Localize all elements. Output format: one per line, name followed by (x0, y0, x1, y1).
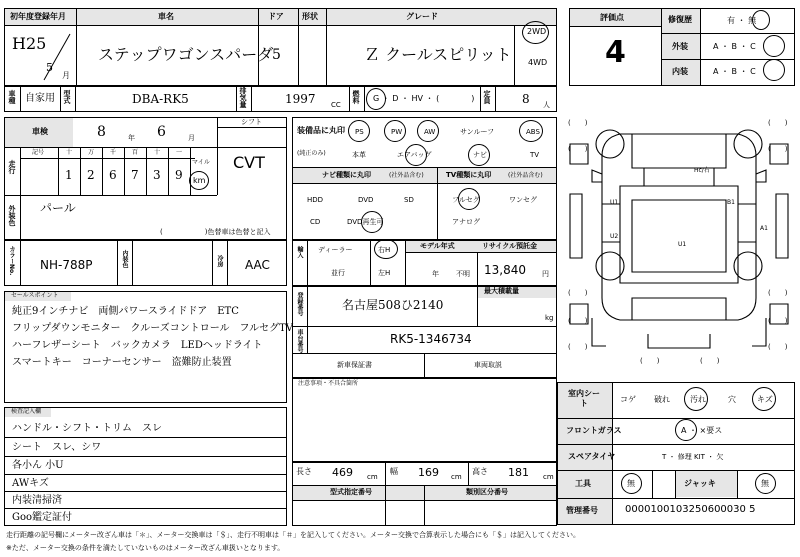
equip-aw-circle (417, 120, 439, 142)
exterior-c-circle (763, 35, 785, 57)
inspector-line: 各小ん 小U (12, 460, 64, 471)
capacity-unit: 人 (543, 101, 550, 109)
diagram-bracket: ( ) (768, 317, 788, 325)
jack-label: ジャッキ (684, 479, 716, 488)
exterior-color: パール (40, 201, 76, 215)
max-load-label: 最大積載量 (484, 287, 519, 295)
equip-abs: ABS (526, 128, 540, 136)
diagram-bracket: ( ) (568, 145, 588, 153)
sales-line: ハーフレザーシート バックカメラ LEDヘッドライト (12, 340, 263, 351)
equipment-sublabel: (純正のみ) (297, 150, 326, 157)
tools-label: 工具 (575, 479, 591, 488)
dealer-label: ディーラー (318, 246, 353, 254)
diagram-damage-label: B1 (727, 199, 735, 206)
color-no: NH-788P (40, 258, 93, 272)
exterior-label: 外装 (672, 42, 688, 51)
recycle-label: リサイクル預託金 (482, 242, 538, 250)
navi-cd: CD (310, 218, 321, 226)
equip-aw: AW (424, 128, 436, 136)
mileage-digit: 1 (65, 168, 73, 182)
equipment-label: 装備品に丸印 (297, 126, 345, 135)
notes-box (292, 378, 557, 462)
yen-unit: 円 (542, 270, 549, 278)
first-reg-year: H25 (12, 34, 47, 53)
diagram-bracket: ( ) (768, 343, 788, 351)
first-reg-month: 5 (46, 61, 53, 74)
jack-none-circle (755, 473, 776, 494)
equip-pw: PW (391, 128, 403, 136)
spare-options: T ・ 修理 KIT ・ 欠 (662, 453, 724, 461)
footer-note: 走行距離の記号欄にメーター改ざん車は「＊」、メーター交換車は「＄」、走行不明車は「＃」を記入してください。メーター交換で合算表示した場合にも「＄」は記入してください。 (6, 531, 580, 539)
tv-type-sub: (社外品含む) (508, 172, 543, 179)
digit-header-100k: 十 (66, 149, 73, 156)
cc-unit: CC (331, 101, 341, 109)
displacement-value: 1997 (285, 92, 316, 106)
model-year-label: モデル年式 (420, 242, 455, 250)
jack-value: 無 (761, 479, 769, 488)
car-name-label: 車名 (158, 12, 174, 21)
seat-stain-circle (684, 387, 708, 411)
model-value: DBA-RK5 (132, 92, 189, 106)
mgmt-no: 0000100103250600030 5 (625, 504, 756, 515)
inspector-label: 検査記入欄 (11, 408, 42, 415)
digit-header-100: 百 (132, 149, 139, 156)
height-unit: cm (543, 473, 554, 481)
shape-label: 形状 (302, 12, 318, 21)
recycle-amount: 13,840 (484, 263, 526, 277)
door-count: 5 (272, 47, 281, 63)
fuel-options: G ・ D ・ HV ・ ( ) (373, 94, 475, 103)
tools-none-circle (621, 473, 642, 494)
seat-opt-stain: 汚れ (690, 395, 706, 404)
navi-dvd-play: DVD再生可 (347, 218, 384, 226)
color-no-label: カラーNo. (8, 246, 15, 276)
inspection-label: 車検 (32, 127, 48, 136)
mgmt-label: 管理番号 (566, 506, 598, 515)
diagram-damage-label: U1 (610, 199, 619, 206)
equip-airbag-circle (405, 144, 427, 166)
equip-pw-circle (384, 120, 406, 142)
exterior-options: A ・ B ・ C (713, 42, 756, 51)
model-year-unit: 年 (432, 270, 439, 278)
diagram-damage-label: A1 (760, 225, 768, 232)
navi-hdd: HDD (307, 196, 324, 204)
notes-label: 注意事項・不具合箇所 (298, 380, 359, 387)
seat-scratch-circle (752, 387, 776, 411)
tv-fullseg-circle (458, 188, 480, 210)
chassis-no: RK5-1346734 (390, 332, 472, 346)
model-label: 型式 (63, 90, 71, 104)
equip-sunroof: サンルーフ (460, 128, 495, 136)
interior-label: 内装 (672, 67, 688, 76)
right-handle-circle (374, 239, 398, 259)
grade-label: グレード (406, 12, 438, 21)
equip-abs-circle (519, 120, 543, 142)
inspector-line: ハンドル・シフト・トリム スレ (12, 423, 162, 434)
height-label: 高さ (472, 467, 488, 476)
mileage-digit: 7 (131, 168, 139, 182)
diagram-bracket: ( ) (568, 343, 588, 351)
first-reg-month-unit: 月 (62, 71, 70, 80)
mileage-label: 走行 (8, 160, 16, 174)
reg-no: 名古屋508ひ2140 (342, 298, 444, 312)
exterior-color-label: 外装色 (8, 205, 16, 226)
width-unit: cm (451, 473, 462, 481)
equip-airbag: エアバッグ (397, 151, 432, 159)
tv-oneseg: ワンセグ (509, 196, 537, 204)
interior-options: A ・ B ・ C (713, 67, 756, 76)
seat-opt-hole: 穴 (728, 395, 736, 404)
parallel-label: 並行 (331, 269, 345, 277)
navi-sd: SD (404, 196, 414, 204)
model-year-unknown: 不明 (456, 270, 470, 278)
diagram-damage-label: Hc/右 (694, 167, 710, 174)
diagram-bracket: ( ) (768, 289, 788, 297)
left-handle: 左H (378, 269, 391, 277)
inspection-month: 6 (157, 124, 166, 140)
shift-label: シフト (241, 118, 262, 126)
inspector-line: AWキズ (12, 478, 49, 489)
inspection-month-unit: 月 (188, 134, 195, 142)
digit-header-10k: 万 (88, 149, 95, 156)
digit-header-1: 一 (176, 149, 183, 156)
door-label: ドア (268, 12, 284, 21)
sales-label: セールスポイント (11, 292, 59, 299)
diagram-damage-label: U2 (610, 233, 619, 240)
seat-opt-burn: コゲ (620, 395, 636, 404)
inspector-line: 内装清掃済 (12, 495, 62, 506)
interior-c-circle (763, 59, 785, 81)
usage-value: 自家用 (25, 93, 55, 104)
mileage-digit: 3 (153, 168, 161, 182)
windshield-a-circle (675, 419, 697, 441)
mileage-digit: 9 (175, 168, 183, 182)
score-label: 評価点 (600, 13, 624, 22)
first-reg-label: 初年度登録年月 (10, 12, 66, 21)
sales-line: フリップダウンモニター クルーズコントロール フルセグTV (12, 323, 293, 334)
tv-fullseg: フルセグ (452, 196, 480, 204)
interior-color-label: 内装色 (121, 250, 128, 268)
footer-note: ※ただ、メーター交換の条件を満たしていないものはメーター改ざん車扱いとなります。 (6, 544, 285, 552)
aircon-value: AAC (245, 258, 270, 272)
type-no-label: 型式指定番号 (330, 488, 372, 496)
height-value: 181 (508, 466, 529, 479)
repair-options: 有 ・ 無 (727, 16, 757, 25)
diagram-bracket: ( ) (700, 357, 720, 365)
usage-label: 車種 (8, 90, 16, 104)
color-note: ( )色替車は色替と記入 (160, 228, 271, 236)
equip-leather: 本革 (352, 151, 366, 159)
new-warranty: 新車保証書 (337, 361, 372, 369)
width-value: 169 (418, 466, 439, 479)
mileage-digit: 6 (109, 168, 117, 182)
seat-opt-scratch: キズ (757, 395, 773, 404)
sales-line: 純正9インチナビ 両側パワースライドドア ETC (12, 306, 239, 317)
tv-type-label: TV種類に丸印 (446, 171, 492, 179)
repair-none-circle (752, 10, 770, 30)
navi-type-sub: (社外品含む) (389, 172, 424, 179)
capacity-label: 定員 (483, 90, 491, 104)
interior-seat-label: 室内シート (568, 389, 600, 409)
inspection-year-unit: 年 (128, 134, 135, 142)
diagram-bracket: ( ) (640, 357, 660, 365)
equip-navi: ナビ (473, 151, 487, 159)
seat-opt-tear: 破れ (654, 395, 670, 404)
inspector-line: シート スレ、シワ (12, 442, 102, 453)
mileage-digit: 2 (87, 168, 95, 182)
navi-dvdplay-circle (361, 211, 383, 233)
capacity-value: 8 (522, 92, 530, 106)
length-unit: cm (367, 473, 378, 481)
navi-dvd: DVD (358, 196, 374, 204)
diagram-damage-label: U1 (678, 241, 687, 248)
aircon-label: 冷房 (216, 255, 223, 267)
km-circle (189, 171, 209, 190)
date-divider (40, 30, 74, 84)
diagram-bracket: ( ) (568, 119, 588, 127)
length-value: 469 (332, 466, 353, 479)
repair-label: 修復歴 (668, 15, 692, 24)
drive-2wd: 2WD (527, 27, 547, 36)
drive-4wd: 4WD (528, 58, 548, 67)
digit-header-1k: 千 (110, 149, 117, 156)
equip-ps-circle (348, 120, 370, 142)
equip-tv: TV (530, 151, 540, 159)
sales-line: スマートキー コーナーセンサー 盗難防止装置 (12, 357, 232, 368)
manual: 車両取説 (474, 361, 502, 369)
displacement-label: 排気量 (239, 87, 247, 108)
km-label: km (193, 176, 206, 185)
chassis-label: 車台番号 (296, 329, 303, 353)
fuel-label: 燃料 (352, 90, 360, 104)
equip-navi-circle (468, 144, 490, 166)
class-no-label: 類別区分番号 (466, 488, 508, 496)
kg-unit: kg (545, 314, 554, 322)
digit-header-10: 十 (154, 149, 161, 156)
length-label: 長さ (296, 467, 312, 476)
diagram-bracket: ( ) (568, 289, 588, 297)
digit-header-sign: 記号 (32, 149, 45, 156)
right-handle: 右H (378, 246, 391, 254)
car-name: ステップワゴンスパーダ (98, 45, 274, 64)
diagram-bracket: ( ) (768, 145, 788, 153)
diagram-bracket: ( ) (768, 119, 788, 127)
fuel-g-circle (366, 88, 386, 110)
mile-label: マイル (192, 159, 210, 166)
tv-analog: アナログ (452, 218, 480, 226)
inspector-line: Goo鑑定証付 (12, 512, 73, 523)
equip-ps: PS (355, 128, 364, 136)
navi-type-label: ナビ種類に丸印 (322, 171, 371, 179)
tools-value: 無 (627, 479, 635, 488)
grade-value: Ｚ クールスピリット (364, 45, 512, 64)
import-label: 輸入 (296, 246, 303, 258)
reg-no-label: 登録番号 (296, 292, 303, 316)
diagram-bracket: ( ) (568, 317, 588, 325)
width-label: 幅 (390, 467, 398, 476)
score-value: 4 (605, 35, 626, 70)
windshield-options: A ・ ×要ス (681, 426, 723, 435)
windshield-label: フロントガラス (566, 426, 622, 435)
inspection-year: 8 (97, 124, 106, 140)
shift-value: CVT (233, 153, 265, 172)
spare-label: スペアタイヤ (568, 452, 616, 461)
